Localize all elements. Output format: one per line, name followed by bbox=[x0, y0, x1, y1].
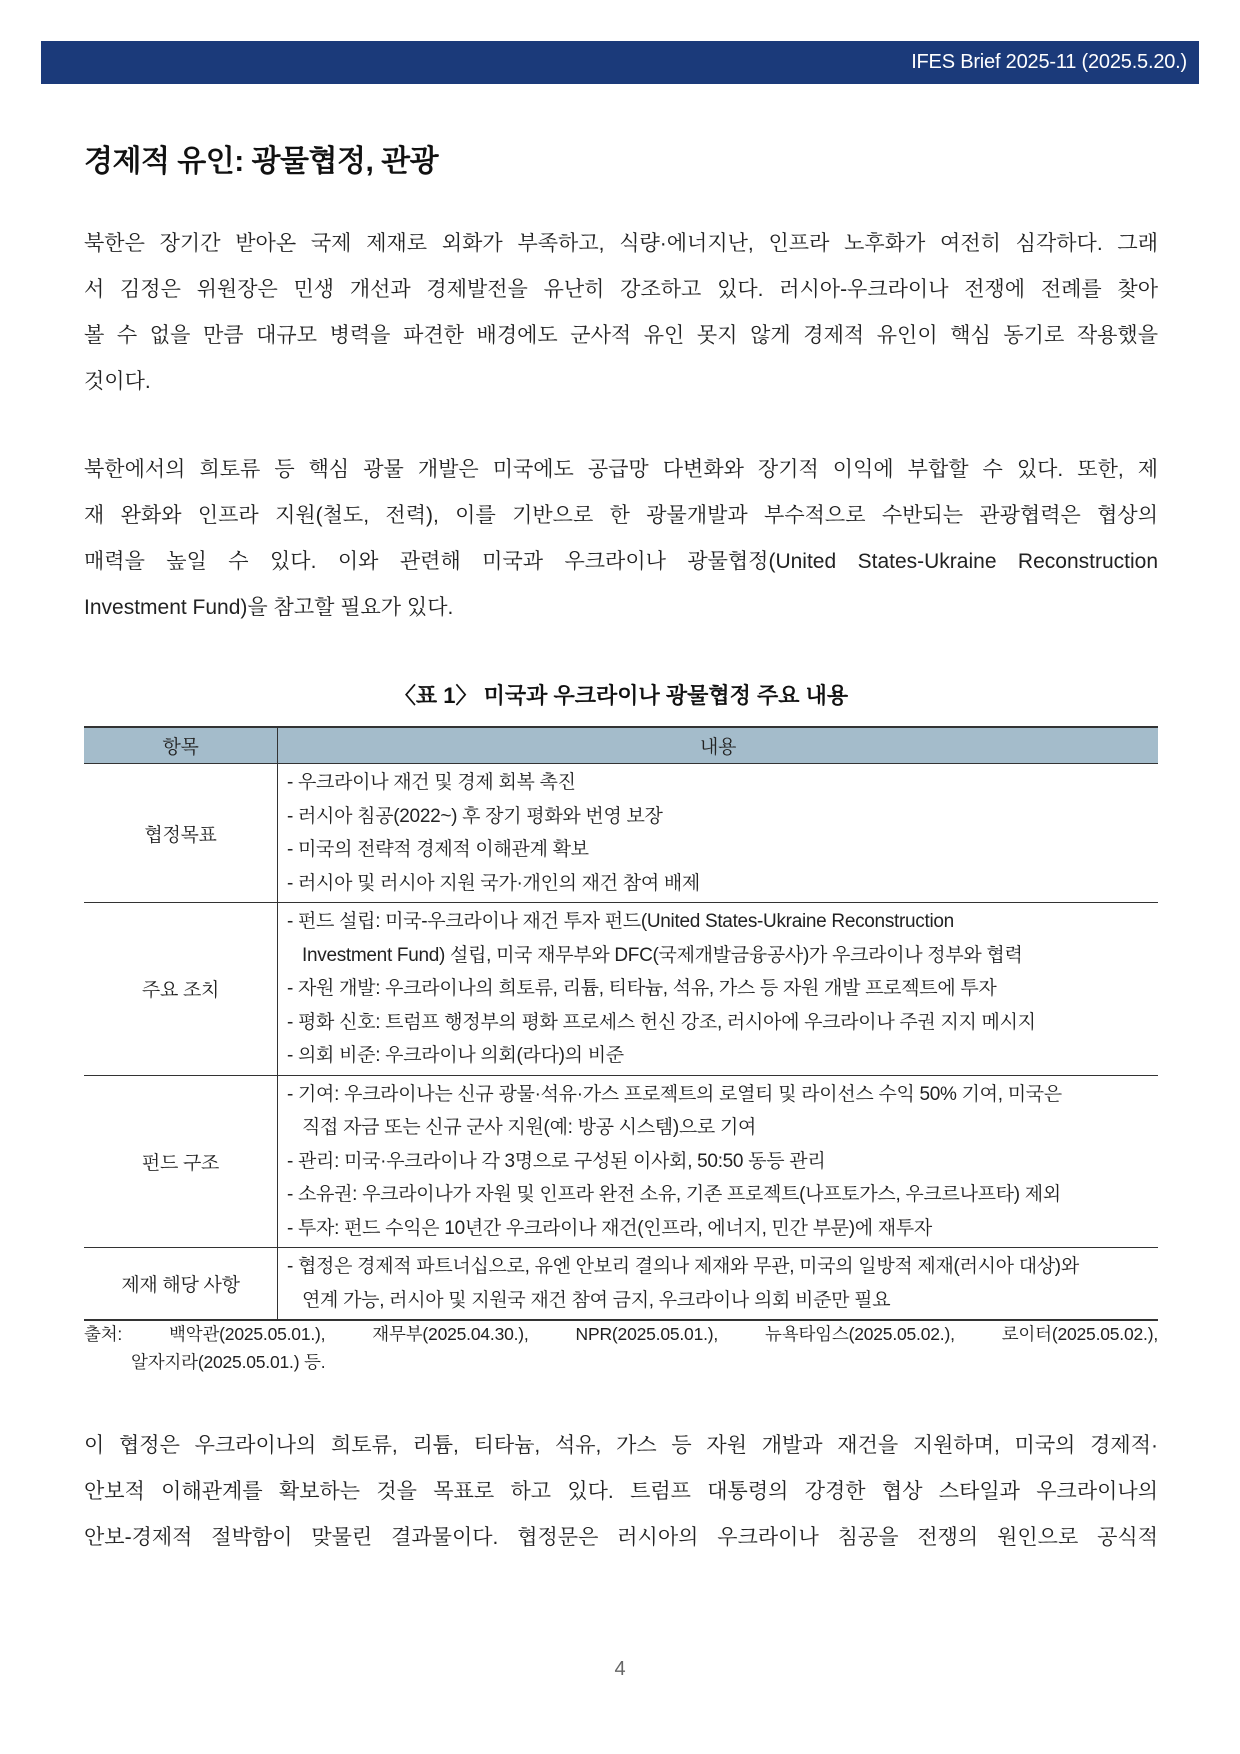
bullet-line-continued: 직접 자금 또는 신규 군사 지원(예: 방공 시스템)으로 기여 bbox=[302, 1117, 757, 1138]
paragraph-line: 북한에서의 희토류 등 핵심 광물 개발은 미국에도 공급망 다변화와 장기적 이익에 부합할 수 있다. 또한, 제 bbox=[84, 458, 1158, 481]
bullet-line: - 펀드 설립: 미국-우크라이나 재건 투자 펀드(United States-Ukraine Reconstruction bbox=[287, 911, 954, 932]
paragraph-line: 볼 수 없을 만큼 대규모 병력을 파견한 배경에도 군사적 유인 못지 않게 경제적 유인이 핵심 동기로 작용했을 bbox=[84, 324, 1158, 347]
table-row bbox=[84, 903, 1158, 1076]
row-item-label: 펀드 구조 bbox=[84, 1075, 278, 1248]
paragraph-line: 재 완화와 인프라 지원(철도, 전력), 이를 기반으로 한 광물개발과 부수적으로 수반되는 관광협력은 협상의 bbox=[84, 504, 1158, 527]
bullet bbox=[287, 833, 1158, 867]
paragraph-line: 것이다. bbox=[84, 370, 151, 393]
section-title: 경제적 유인: 광물협정, 관광 bbox=[84, 145, 439, 178]
row-item-label: 협정목표 bbox=[84, 764, 278, 903]
bullet-line-continued: 연계 가능, 러시아 및 지원국 재건 참여 금지, 우크라이나 의회 비준만 필요 bbox=[302, 1289, 891, 1311]
bullet-line: - 평화 신호: 트럼프 행정부의 평화 프로세스 헌신 강조, 러시아에 우크라이나 주권 지지 메시지 bbox=[287, 1011, 1036, 1033]
paragraph-line: 서 김정은 위원장은 민생 개선과 경제발전을 유난히 강조하고 있다. 러시아-우크라이나 전쟁에 전례를 찾아 bbox=[84, 278, 1158, 301]
row-content bbox=[278, 764, 1159, 903]
bullet bbox=[287, 1212, 1158, 1246]
bullet bbox=[287, 1145, 1158, 1179]
bullet-line: - 러시아 및 러시아 지원 국가·개인의 재건 참여 배제 bbox=[287, 872, 700, 894]
row-content bbox=[278, 1248, 1159, 1321]
paragraph-1 bbox=[84, 221, 1158, 405]
paragraph-line: Investment Fund)을 참고할 필요가 있다. bbox=[84, 596, 454, 619]
bullet bbox=[287, 1250, 1158, 1317]
bullet-line: - 소유권: 우크라이나가 자원 및 인프라 완전 소유, 기존 프로젝트(나프토가스, 우크르나프타) 제외 bbox=[287, 1184, 1061, 1205]
paragraph-line: 북한은 장기간 받아온 국제 제재로 외화가 부족하고, 식량·에너지난, 인프라 노후화가 여전히 심각하다. 그래 bbox=[84, 232, 1158, 255]
source-note bbox=[84, 1320, 1158, 1376]
bullet bbox=[287, 766, 1158, 800]
column-header-content: 내용 bbox=[278, 727, 1159, 764]
bullet-line-continued: Investment Fund) 설립, 미국 재무부와 DFC(국제개발금융공사)가 우크라이나 정부와 협력 bbox=[302, 944, 1023, 966]
row-item-label: 주요 조치 bbox=[84, 903, 278, 1076]
bullet-line: - 관리: 미국·우크라이나 각 3명으로 구성된 이사회, 50:50 동등 관리 bbox=[287, 1150, 826, 1172]
bullet bbox=[287, 1039, 1158, 1073]
bullet-line: - 미국의 전략적 경제적 이해관계 확보 bbox=[287, 839, 589, 860]
bullet bbox=[287, 1006, 1158, 1040]
paragraph-line: 이 협정은 우크라이나의 희토류, 리튬, 티타늄, 석유, 가스 등 자원 개발과 재건을 지원하며, 미국의 경제적· bbox=[84, 1434, 1158, 1457]
paragraph-line: 매력을 높일 수 있다. 이와 관련해 미국과 우크라이나 광물협정(United States-Ukraine Reconstruction bbox=[84, 550, 1158, 573]
paragraph-3 bbox=[84, 1423, 1158, 1561]
column-header-item: 항목 bbox=[84, 727, 278, 764]
brief-label: IFES Brief 2025-11 (2025.5.20.) bbox=[911, 51, 1187, 73]
agreement-table bbox=[84, 726, 1158, 1321]
bullet-line: - 기여: 우크라이나는 신규 광물·석유·가스 프로젝트의 로열티 및 라이선스 수익 50% 기여, 미국은 bbox=[287, 1083, 1062, 1105]
bullet bbox=[287, 867, 1158, 901]
table-header-row bbox=[84, 727, 1158, 764]
row-content bbox=[278, 1075, 1159, 1248]
bullet-line: - 러시아 침공(2022~) 후 장기 평화와 번영 보장 bbox=[287, 805, 663, 827]
table-row bbox=[84, 764, 1158, 903]
bullet-line: - 의회 비준: 우크라이나 의회(라다)의 비준 bbox=[287, 1045, 624, 1066]
table-row bbox=[84, 1075, 1158, 1248]
row-item-label: 제재 해당 사항 bbox=[84, 1248, 278, 1321]
bullet-line: - 협정은 경제적 파트너십으로, 유엔 안보리 결의나 제재와 무관, 미국의 일방적 제재(러시아 대상)와 bbox=[287, 1256, 1079, 1277]
table-caption: 〈표 1〉 미국과 우크라이나 광물협정 주요 내용 bbox=[393, 683, 849, 708]
bullet bbox=[287, 800, 1158, 834]
table-row bbox=[84, 1248, 1158, 1321]
source-line: 출처: 백악관(2025.05.01.), 재무부(2025.04.30.), NPR(2025.05.01.), 뉴욕타임스(2025.05.02.), 로이터(2025.05.02.), bbox=[84, 1324, 1158, 1344]
bullet-line: - 자원 개발: 우크라이나의 희토류, 리튬, 티타늄, 석유, 가스 등 자원 개발 프로젝트에 투자 bbox=[287, 978, 997, 999]
page-number: 4 bbox=[614, 1658, 626, 1680]
bullet-line: - 투자: 펀드 수익은 10년간 우크라이나 재건(인프라, 에너지, 민간 부문)에 재투자 bbox=[287, 1217, 932, 1239]
paragraph-line: 안보-경제적 절박함이 맞물린 결과물이다. 협정문은 러시아의 우크라이나 침공을 전쟁의 원인으로 공식적 bbox=[84, 1526, 1158, 1549]
bullet bbox=[287, 1078, 1158, 1145]
paragraph-line: 안보적 이해관계를 확보하는 것을 목표로 하고 있다. 트럼프 대통령의 강경한 협상 스타일과 우크라이나의 bbox=[84, 1480, 1158, 1503]
paragraph-2 bbox=[84, 447, 1158, 631]
bullet bbox=[287, 905, 1158, 972]
row-content bbox=[278, 903, 1159, 1076]
header-bar bbox=[41, 41, 1199, 84]
source-line-continued: 알자지라(2025.05.01.) 등. bbox=[131, 1352, 326, 1372]
bullet bbox=[287, 1178, 1158, 1212]
bullet-line: - 우크라이나 재건 및 경제 회복 촉진 bbox=[287, 772, 576, 793]
bullet bbox=[287, 972, 1158, 1006]
